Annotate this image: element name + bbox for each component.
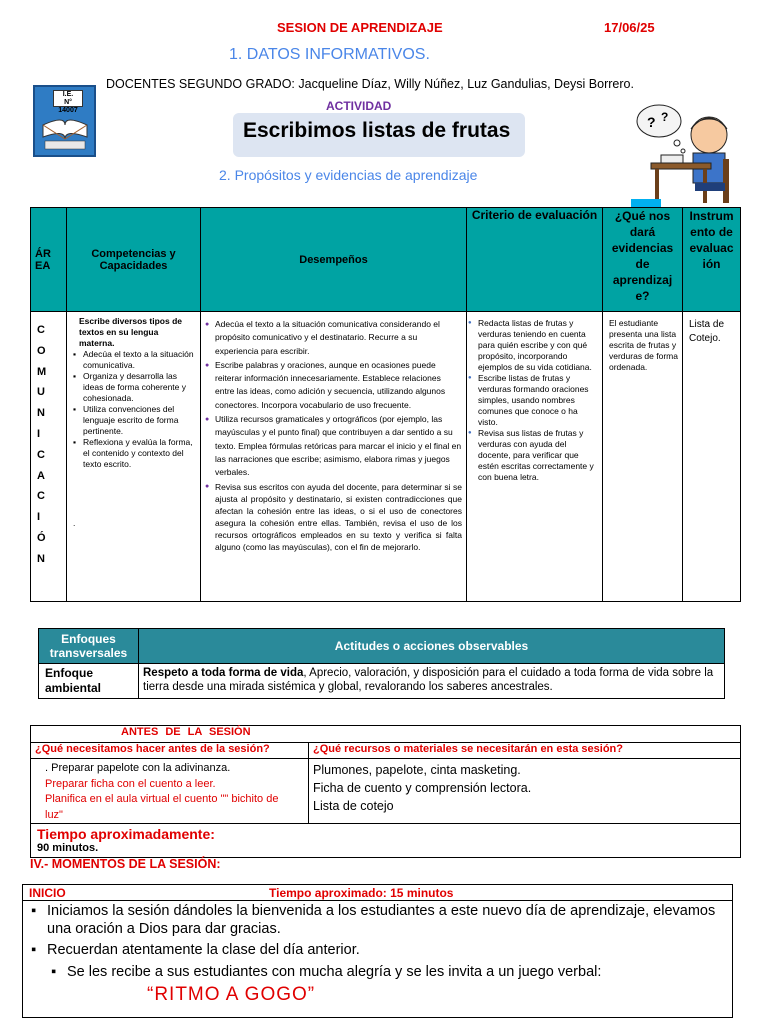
area-letter: I bbox=[37, 427, 41, 440]
inicio-list bbox=[23, 901, 732, 981]
desempenos-list bbox=[205, 318, 462, 553]
enfoques-row bbox=[39, 664, 725, 699]
antes-title: ANTES DE LA SESIÓN bbox=[31, 726, 741, 743]
header-desempenos: Desempeños bbox=[201, 208, 467, 312]
header-competencias: Competencias y Capacidades bbox=[67, 208, 201, 312]
antes-left-item: Planifica en el aula virtual el cuento "" bichito de luz" bbox=[45, 793, 279, 821]
section1-heading: 1. DATOS INFORMATIVOS. bbox=[229, 46, 430, 63]
enfoque-bold: Respeto a toda forma de vida bbox=[143, 667, 304, 679]
antes-right-item: Ficha de cuento y comprensión lectora. bbox=[313, 781, 532, 795]
momentos-title: IV.- MOMENTOS DE LA SESIÓN: bbox=[30, 857, 221, 871]
desempeno-item: ● Adecúa el texto a la situación comunicativa considerando el propósito comunicativo y el destinatario. Recurre a su experiencia para escribir. bbox=[205, 318, 462, 358]
antes-question-row bbox=[31, 743, 741, 759]
criterio-item: ● Redacta listas de frutas y verduras teniendo en cuenta para quién escribe y con qué propósito, incorporando ejemplos de su vida cotidiana. bbox=[468, 318, 598, 373]
inicio-label: INICIO bbox=[29, 886, 66, 900]
capacidad-item: ▪ Organiza y desarrolla las ideas de forma coherente y cohesionada. bbox=[73, 371, 196, 404]
instrumento-cell: Lista de Cotejo. bbox=[683, 312, 741, 602]
inicio-item: ▪ Recuerdan atentamente la clase del día anterior. bbox=[31, 941, 724, 959]
antes-right-item: Lista de cotejo bbox=[313, 799, 394, 813]
enfoque-text: , Aprecio, valoración, y disposición para el cuidado a toda forma de vida sobre la tierra desde una mirada sistémica y global, revalorando los saberes ancestrales. bbox=[143, 667, 714, 693]
purposes-header-row bbox=[31, 208, 741, 312]
logo-text-line2: N° 14007 bbox=[58, 99, 78, 114]
area-letter: C bbox=[37, 448, 45, 461]
svg-text:?: ? bbox=[661, 110, 669, 124]
tiempo-row bbox=[31, 824, 741, 858]
header-instrumento: Instrum ento de evaluac ión bbox=[683, 208, 741, 312]
desempenos-cell bbox=[201, 312, 467, 602]
area-letter: M bbox=[37, 365, 47, 378]
enfoques-table bbox=[38, 628, 725, 699]
antes-left-item: Preparar ficha con el cuento a leer. bbox=[45, 777, 216, 790]
enfoques-header-right: Actitudes o acciones observables bbox=[139, 629, 725, 664]
book-icon bbox=[35, 87, 94, 155]
desempeno-item: ● Revisa sus escritos con ayuda del docente, para determinar si se ajusta al propósito y destinatario, si existen contradicciones que afectan la cohesión entre las ideas, o si el uso de conectores asegura la cohesión entre ellas. También, revisa el uso de los recursos ortográficos empleados en su texto y verifica si falta alguno (como las mayúsculas), con el fin de mejorarlo. bbox=[205, 481, 462, 553]
criterios-list bbox=[468, 318, 598, 483]
header-area: ÁR EA bbox=[31, 208, 67, 312]
header-criterio: Criterio de evaluación bbox=[467, 208, 603, 312]
area-letter: U bbox=[37, 386, 45, 399]
area-letters-cell bbox=[31, 312, 67, 602]
inicio-item: ▪ Se les recibe a sus estudiantes con mucha alegría y se les invita a un juego verbal: bbox=[51, 963, 724, 981]
enfoque-label: Enfoque ambiental bbox=[39, 664, 139, 699]
game-title: “RITMO A GOGO” bbox=[147, 984, 316, 1005]
inicio-item: ▪ Iniciamos la sesión dándoles la bienvenida a los estudiantes a este nuevo día de aprendizaje, elevamos una oración a Dios para dar gracias. bbox=[31, 902, 724, 938]
competencia-dot: . bbox=[73, 518, 76, 528]
criterio-item: ● Escribe listas de frutas y verduras formando oraciones simples, usando nombres comunes que conoce o ha visto. bbox=[468, 373, 598, 428]
area-letter: O bbox=[37, 344, 46, 357]
criterios-cell bbox=[467, 312, 603, 602]
antes-right-list bbox=[309, 759, 741, 824]
desempeno-item: ● Utiliza recursos gramaticales y ortográficos (por ejemplo, las mayúsculas y el punto final) que contribuyen a dar sentido a su texto. Emplea fórmulas retóricas para marcar el inicio y el final en las narraciones que escribe; asimismo, elabora rimas y juegos verbales. bbox=[205, 413, 462, 479]
antes-left-item: . Preparar papelote con la adivinanza. bbox=[45, 762, 231, 774]
activity-title: Escribimos listas de frutas bbox=[243, 119, 511, 142]
section2-heading: 2. Propósitos y evidencias de aprendizaje bbox=[219, 167, 478, 183]
thinking-student-illustration bbox=[631, 99, 741, 207]
competencias-cell bbox=[67, 312, 201, 602]
logo-text-line1: I.E. bbox=[62, 91, 74, 98]
tiempo-label: Tiempo aproximadamente: bbox=[37, 826, 215, 842]
area-letter: Ó bbox=[37, 531, 46, 544]
area-letter: C bbox=[37, 490, 45, 503]
capacidades-list bbox=[73, 349, 196, 470]
antes-content-row bbox=[31, 759, 741, 824]
antes-question-right: ¿Qué recursos o materiales se necesitarán en esta sesión? bbox=[309, 743, 741, 759]
activity-label: ACTIVIDAD bbox=[326, 99, 392, 113]
desempeno-item: ● Escribe palabras y oraciones, aunque en ocasiones puede reiterar información innecesariamente. Establece relaciones entre las ideas, como adición y secuencia, utilizando algunos conectores. Incorpora vocabulario de uso frecuente. bbox=[205, 359, 462, 412]
session-date: 17/06/25 bbox=[604, 20, 655, 35]
capacidad-item: ▪ Utiliza convenciones del lenguaje escrito de forma pertinente. bbox=[73, 404, 196, 437]
header-evidencias: ¿Qué nos dará evidencias de aprendizaj e? bbox=[603, 208, 683, 312]
enfoque-description bbox=[139, 664, 725, 699]
antes-left-list bbox=[31, 759, 309, 824]
area-letter: N bbox=[37, 552, 45, 565]
area-letter: A bbox=[37, 469, 45, 482]
purposes-body-row bbox=[31, 312, 741, 602]
area-letter: C bbox=[37, 324, 45, 336]
svg-text:?: ? bbox=[647, 114, 656, 130]
competencia-title: Escribe diversos tipos de textos en su lengua materna. bbox=[79, 316, 182, 348]
purposes-table bbox=[30, 207, 741, 602]
inicio-time: Tiempo aproximado: 15 minutos bbox=[269, 886, 454, 900]
antes-title-row bbox=[31, 726, 741, 743]
evidencia-cell: El estudiante presenta una lista escrita de frutas y verduras de forma ordenada. bbox=[603, 312, 683, 602]
inicio-header bbox=[23, 885, 732, 901]
criterio-item: ● Revisa sus listas de frutas y verduras con ayuda del docente, para verificar que estén escritas correctamente y con buena letra. bbox=[468, 428, 598, 483]
tiempo-value: 90 minutos. bbox=[37, 842, 99, 854]
antes-question-left: ¿Qué necesitamos hacer antes de la sesión? bbox=[31, 743, 309, 759]
antes-table bbox=[30, 725, 741, 858]
capacidad-item: ▪ Adecúa el texto a la situación comunicativa. bbox=[73, 349, 196, 371]
teachers-line: DOCENTES SEGUNDO GRADO: Jacqueline Díaz, Willy Núñez, Luz Gandulias, Deysi Borrero. bbox=[106, 77, 634, 91]
enfoques-header-row bbox=[39, 629, 725, 664]
session-title: SESION DE APRENDIZAJE bbox=[277, 20, 443, 35]
area-letter: N bbox=[37, 407, 45, 420]
tiempo-cell bbox=[31, 824, 741, 858]
enfoques-header-left: Enfoques transversales bbox=[39, 629, 139, 664]
area-letter: I bbox=[37, 511, 41, 524]
antes-right-item: Plumones, papelote, cinta masketing. bbox=[313, 763, 521, 777]
capacidad-item: ▪ Reflexiona y evalúa la forma, el contenido y contexto del texto escrito. bbox=[73, 437, 196, 470]
inicio-box bbox=[22, 884, 733, 1018]
school-logo bbox=[33, 85, 96, 157]
